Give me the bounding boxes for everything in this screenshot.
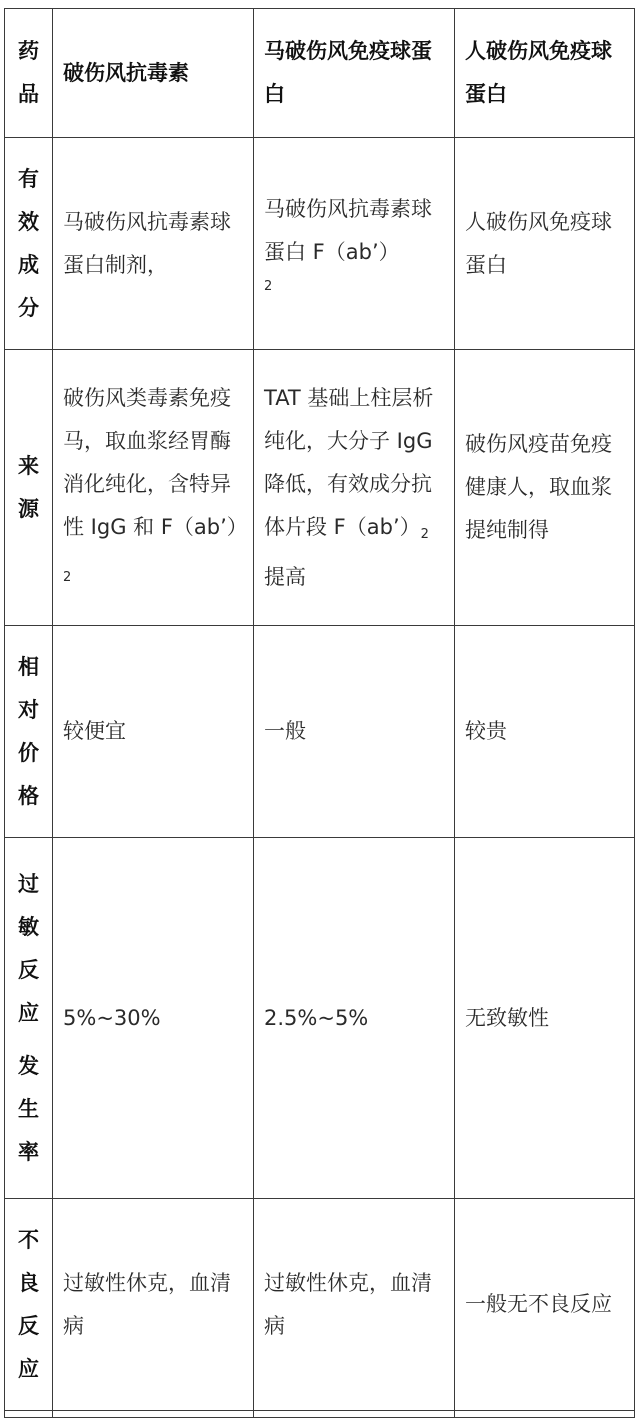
comparison-table [4,8,635,1418]
row-label-part1: 过敏反应 [18,871,39,1025]
table-cell [455,626,635,838]
table-cell [455,350,635,626]
row-label: 来源 [18,453,39,521]
table-cell [254,626,455,838]
row-label-cell [5,626,53,838]
table-cell [53,838,254,1199]
cell-text: 马破伤风抗毒素球蛋白 F（ab’） [264,196,432,264]
cell-text: 一般无不良反应 [465,1292,612,1316]
row-label: 不良反应 [18,1227,39,1381]
cell-text: 较便宜 [63,719,126,743]
cell-main-text: 破伤风类毒素免疫马，取血浆经胃酶消化纯化，含特异性 IgG 和 F（ab’） [63,385,248,539]
cell-text: 马破伤风抗毒素球蛋白制剂， [63,209,231,277]
table-row [5,350,635,626]
table-cell [254,1199,455,1411]
header-cell-human-ig [455,9,635,138]
row-label-part2: 发生率 [18,1053,39,1164]
table-row [5,138,635,350]
cell-text: 2.5%~5% [264,1005,369,1030]
row-label: 有效成分 [18,166,39,320]
cell-tail-text: 提高 [264,564,306,589]
cell-text: 一般 [264,719,306,743]
cell-main-text: TAT 基础上柱层析纯化，大分子 IgG 降低，有效成分抗体片段 F（ab’） [264,385,440,539]
table-cell [5,1411,53,1418]
subscript: 2 [264,278,273,294]
row-label-cell [5,350,53,626]
table-row [5,626,635,838]
row-label-cell [5,838,53,1199]
table-cell [254,138,455,350]
table-cell [455,138,635,350]
table-cell [254,1411,455,1418]
table-row [5,838,635,1199]
subscript: 2 [420,526,429,542]
header-label-cell [5,9,53,138]
cell-text [63,377,248,599]
cell-text: 过敏性休克，血清病 [264,1270,432,1338]
cell-text: 破伤风疫苗免疫健康人，取血浆提纯制得 [465,432,612,542]
table-cell [455,1411,635,1418]
row-label-cell [5,1199,53,1411]
table-cell [455,1199,635,1411]
header-cell-horse-ig [254,9,455,138]
table-cell [53,138,254,350]
table-row-partial [5,1411,635,1418]
cell-text: 5%~30% [63,1005,161,1030]
table-header-row [5,9,635,138]
table-row [5,1199,635,1411]
header-cell-tat [53,9,254,138]
table-cell [254,838,455,1199]
header-tat: 破伤风抗毒素 [63,60,189,85]
header-label: 药品 [18,39,39,106]
table-cell [53,626,254,838]
cell-text: 无致敏性 [465,1005,549,1030]
row-label [17,863,40,1174]
row-label: 相对价格 [18,654,39,808]
header-human-ig: 人破伤风免疫球蛋白 [465,39,612,106]
header-horse-ig: 马破伤风免疫球蛋白 [264,39,432,106]
table-cell [254,350,455,626]
row-label-cell [5,138,53,350]
subscript: 2 [63,569,72,585]
cell-text: 过敏性休克，血清病 [63,1270,231,1338]
table-cell [53,1411,254,1418]
cell-text [264,377,444,599]
cell-text: 人破伤风免疫球蛋白 [465,209,612,277]
table-cell [53,350,254,626]
table-cell [455,838,635,1199]
table-cell [53,1199,254,1411]
cell-text: 较贵 [465,719,507,743]
